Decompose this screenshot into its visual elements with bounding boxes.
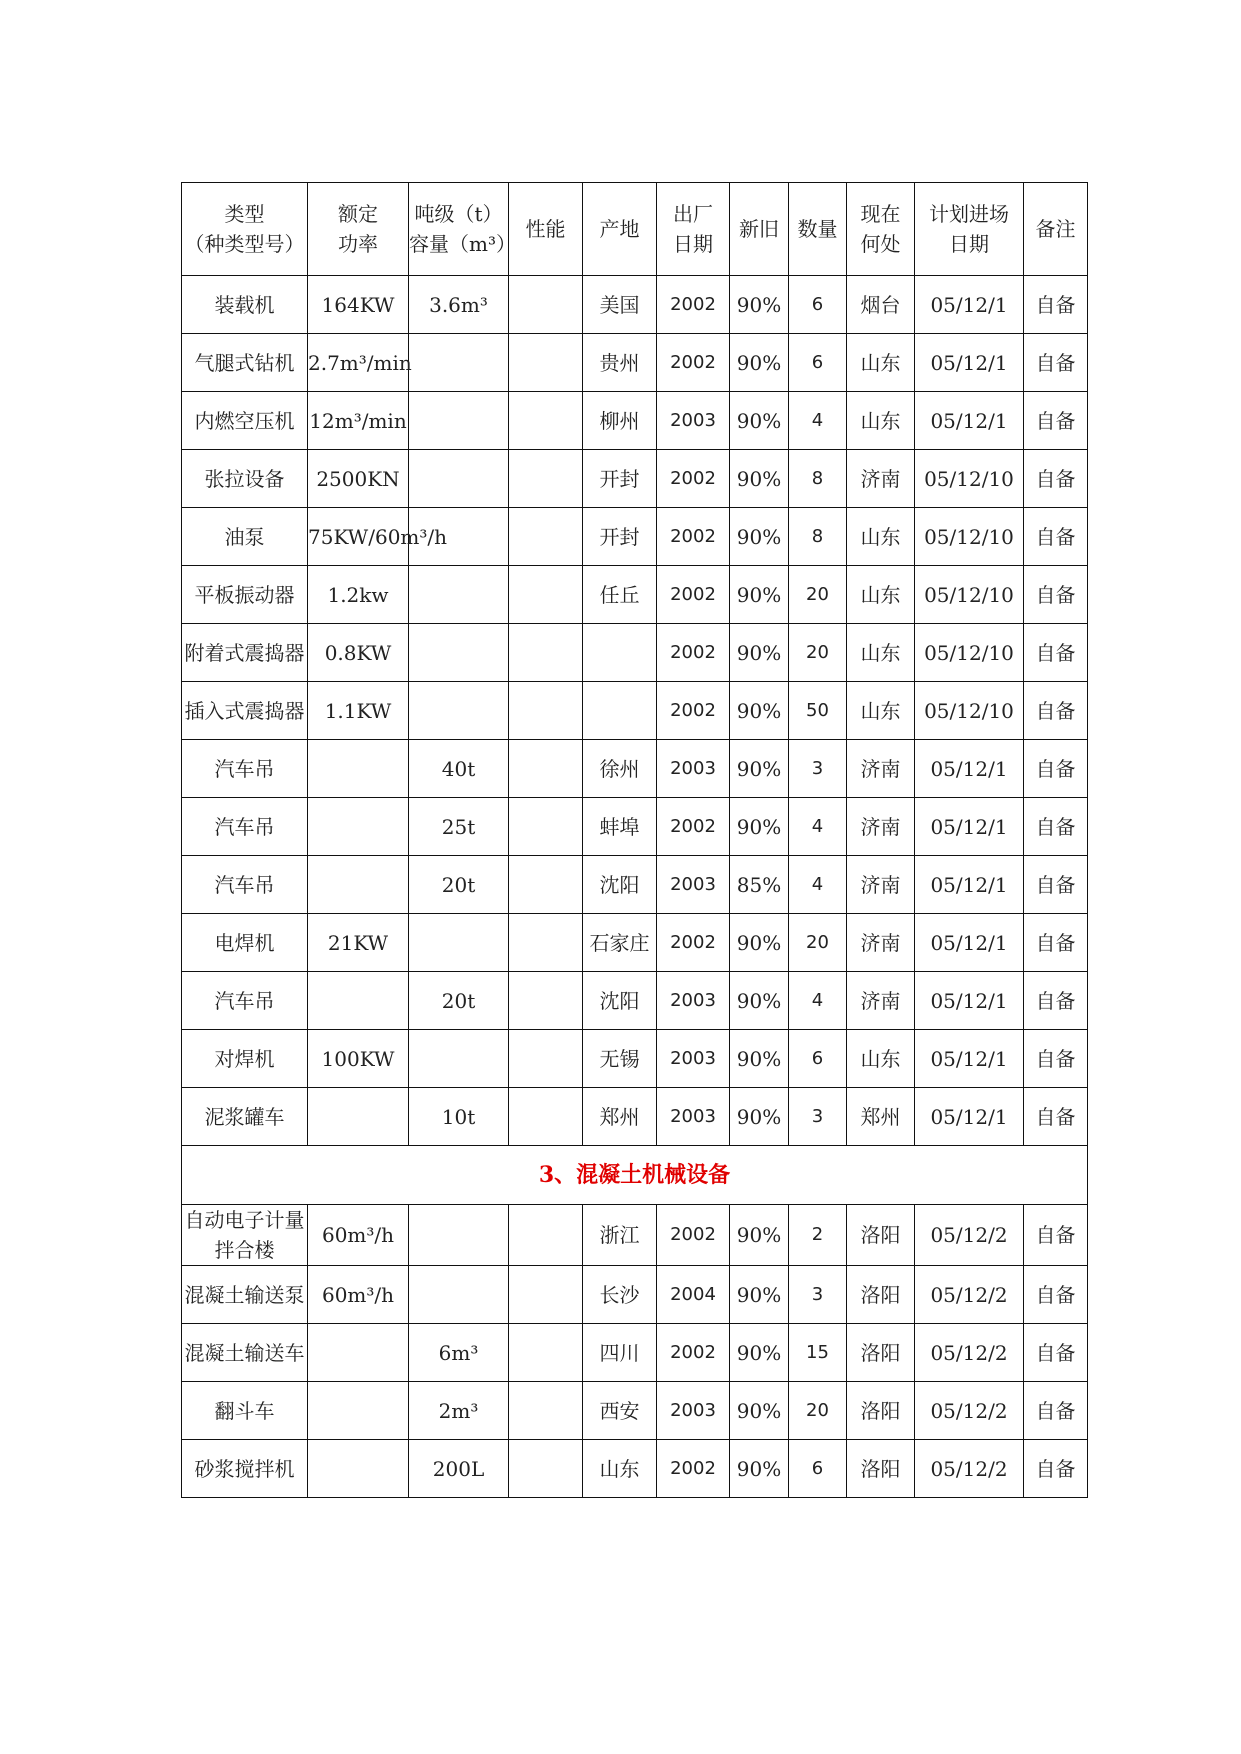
- header-remarks: [1024, 183, 1088, 276]
- cell-type: 对焊机: [182, 1030, 308, 1088]
- header-line: 数量: [797, 217, 838, 241]
- cell-manufacture-date: 2002: [657, 1440, 730, 1498]
- cell-rated-power: 21KW: [308, 914, 409, 972]
- equipment-table: [181, 182, 1088, 1498]
- cell-planned-entry-date: 05/12/1: [915, 914, 1024, 972]
- cell-planned-entry-date: 05/12/10: [915, 682, 1024, 740]
- cell-planned-entry-date: 05/12/1: [915, 1088, 1024, 1146]
- cell-remarks: 自备: [1024, 1205, 1088, 1266]
- cell-planned-entry-date: 05/12/1: [915, 740, 1024, 798]
- cell-current-location: 山东: [847, 1030, 915, 1088]
- cell-condition: 90%: [730, 1382, 789, 1440]
- cell-manufacture-date: 2003: [657, 856, 730, 914]
- cell-condition: 90%: [730, 508, 789, 566]
- cell-type: 汽车吊: [182, 740, 308, 798]
- cell-current-location: 济南: [847, 972, 915, 1030]
- cell-current-location: 洛阳: [847, 1324, 915, 1382]
- cell-current-location: 郑州: [847, 1088, 915, 1146]
- cell-performance: [509, 624, 583, 682]
- cell-type: 装载机: [182, 276, 308, 334]
- cell-performance: [509, 1440, 583, 1498]
- cell-performance: [509, 392, 583, 450]
- cell-condition: 90%: [730, 624, 789, 682]
- cell-tonnage-capacity: 20t: [409, 856, 509, 914]
- cell-remarks: 自备: [1024, 682, 1088, 740]
- header-line: 功率: [338, 232, 378, 256]
- cell-remarks: 自备: [1024, 566, 1088, 624]
- cell-origin: 任丘: [583, 566, 657, 624]
- cell-rated-power: 164KW: [308, 276, 409, 334]
- header-line: 新旧: [739, 217, 779, 241]
- cell-tonnage-capacity: [409, 334, 509, 392]
- cell-performance: [509, 682, 583, 740]
- cell-performance: [509, 508, 583, 566]
- cell-condition: 90%: [730, 392, 789, 450]
- cell-manufacture-date: 2002: [657, 1205, 730, 1266]
- cell-quantity: 6: [789, 334, 847, 392]
- cell-rated-power: 1.1KW: [308, 682, 409, 740]
- cell-condition: 90%: [730, 1440, 789, 1498]
- cell-origin: 开封: [583, 450, 657, 508]
- header-line: 额定: [338, 202, 378, 226]
- cell-origin: 石家庄: [583, 914, 657, 972]
- cell-condition: 90%: [730, 1030, 789, 1088]
- cell-type: 附着式震捣器: [182, 624, 308, 682]
- cell-origin: [583, 624, 657, 682]
- cell-performance: [509, 740, 583, 798]
- cell-tonnage-capacity: [409, 914, 509, 972]
- cell-rated-power: [308, 1382, 409, 1440]
- cell-performance: [509, 1382, 583, 1440]
- cell-quantity: 4: [789, 972, 847, 1030]
- cell-performance: [509, 914, 583, 972]
- cell-type: 汽车吊: [182, 856, 308, 914]
- table-row: [182, 914, 1088, 972]
- table-row: [182, 1382, 1088, 1440]
- cell-quantity: 8: [789, 450, 847, 508]
- cell-rated-power: 1.2kw: [308, 566, 409, 624]
- cell-planned-entry-date: 05/12/1: [915, 798, 1024, 856]
- cell-condition: 90%: [730, 334, 789, 392]
- cell-performance: [509, 972, 583, 1030]
- header-line: 备注: [1035, 217, 1076, 241]
- cell-condition: 90%: [730, 682, 789, 740]
- cell-type: 自动电子计量拌合楼: [182, 1205, 308, 1266]
- cell-current-location: 山东: [847, 624, 915, 682]
- cell-current-location: 山东: [847, 392, 915, 450]
- table-row: [182, 392, 1088, 450]
- table-row: [182, 1030, 1088, 1088]
- cell-manufacture-date: 2002: [657, 624, 730, 682]
- cell-condition: 90%: [730, 566, 789, 624]
- cell-tonnage-capacity: 3.6m³: [409, 276, 509, 334]
- cell-quantity: 20: [789, 624, 847, 682]
- cell-manufacture-date: 2002: [657, 1324, 730, 1382]
- cell-tonnage-capacity: [409, 1030, 509, 1088]
- cell-condition: 90%: [730, 972, 789, 1030]
- cell-tonnage-capacity: 10t: [409, 1088, 509, 1146]
- table-row: [182, 1324, 1088, 1382]
- cell-remarks: 自备: [1024, 1030, 1088, 1088]
- cell-origin: 沈阳: [583, 856, 657, 914]
- cell-type: 气腿式钻机: [182, 334, 308, 392]
- cell-planned-entry-date: 05/12/1: [915, 972, 1024, 1030]
- cell-quantity: 4: [789, 856, 847, 914]
- cell-manufacture-date: 2004: [657, 1266, 730, 1324]
- cell-remarks: 自备: [1024, 856, 1088, 914]
- cell-current-location: 山东: [847, 682, 915, 740]
- cell-quantity: 20: [789, 914, 847, 972]
- header-line: 何处: [860, 232, 901, 256]
- cell-manufacture-date: 2002: [657, 914, 730, 972]
- cell-manufacture-date: 2002: [657, 566, 730, 624]
- cell-current-location: 济南: [847, 740, 915, 798]
- header-line: 容量（m³）: [409, 232, 516, 256]
- cell-quantity: 4: [789, 798, 847, 856]
- header-condition: [730, 183, 789, 276]
- cell-type: 张拉设备: [182, 450, 308, 508]
- cell-planned-entry-date: 05/12/2: [915, 1205, 1024, 1266]
- cell-current-location: 济南: [847, 914, 915, 972]
- cell-current-location: 洛阳: [847, 1266, 915, 1324]
- cell-remarks: 自备: [1024, 740, 1088, 798]
- cell-quantity: 20: [789, 1382, 847, 1440]
- cell-rated-power: [308, 798, 409, 856]
- cell-rated-power: 2.7m³/min: [308, 334, 409, 392]
- cell-rated-power: [308, 972, 409, 1030]
- cell-rated-power: 2500KN: [308, 450, 409, 508]
- cell-tonnage-capacity: 20t: [409, 972, 509, 1030]
- cell-remarks: 自备: [1024, 1382, 1088, 1440]
- header-row: [182, 183, 1088, 276]
- cell-manufacture-date: 2002: [657, 276, 730, 334]
- cell-remarks: 自备: [1024, 392, 1088, 450]
- cell-type: 泥浆罐车: [182, 1088, 308, 1146]
- table-row: [182, 856, 1088, 914]
- cell-manufacture-date: 2003: [657, 1088, 730, 1146]
- cell-origin: 开封: [583, 508, 657, 566]
- cell-current-location: 山东: [847, 508, 915, 566]
- cell-remarks: 自备: [1024, 798, 1088, 856]
- cell-tonnage-capacity: [409, 392, 509, 450]
- cell-type: 汽车吊: [182, 798, 308, 856]
- cell-planned-entry-date: 05/12/10: [915, 624, 1024, 682]
- cell-manufacture-date: 2003: [657, 1030, 730, 1088]
- cell-origin: 长沙: [583, 1266, 657, 1324]
- cell-condition: 90%: [730, 450, 789, 508]
- cell-current-location: 济南: [847, 856, 915, 914]
- header-origin: [583, 183, 657, 276]
- cell-condition: 85%: [730, 856, 789, 914]
- cell-origin: 徐州: [583, 740, 657, 798]
- cell-planned-entry-date: 05/12/2: [915, 1440, 1024, 1498]
- cell-origin: 贵州: [583, 334, 657, 392]
- cell-performance: [509, 1266, 583, 1324]
- cell-manufacture-date: 2002: [657, 798, 730, 856]
- table-row: [182, 1266, 1088, 1324]
- cell-origin: 郑州: [583, 1088, 657, 1146]
- cell-performance: [509, 798, 583, 856]
- cell-quantity: 50: [789, 682, 847, 740]
- table-row: [182, 334, 1088, 392]
- cell-type: 汽车吊: [182, 972, 308, 1030]
- header-line: 日期: [673, 232, 713, 256]
- section-row: [182, 1146, 1088, 1205]
- cell-rated-power: 0.8KW: [308, 624, 409, 682]
- cell-planned-entry-date: 05/12/2: [915, 1324, 1024, 1382]
- cell-rated-power: 100KW: [308, 1030, 409, 1088]
- cell-current-location: 山东: [847, 334, 915, 392]
- header-line: 计划进场: [929, 202, 1009, 226]
- cell-remarks: 自备: [1024, 972, 1088, 1030]
- cell-tonnage-capacity: [409, 624, 509, 682]
- cell-remarks: 自备: [1024, 1088, 1088, 1146]
- cell-quantity: 8: [789, 508, 847, 566]
- cell-performance: [509, 1030, 583, 1088]
- cell-quantity: 3: [789, 1088, 847, 1146]
- cell-origin: [583, 682, 657, 740]
- cell-quantity: 3: [789, 1266, 847, 1324]
- header-quantity: [789, 183, 847, 276]
- table-row: [182, 566, 1088, 624]
- cell-planned-entry-date: 05/12/2: [915, 1382, 1024, 1440]
- cell-remarks: 自备: [1024, 334, 1088, 392]
- cell-current-location: 山东: [847, 566, 915, 624]
- cell-planned-entry-date: 05/12/1: [915, 334, 1024, 392]
- header-line: 日期: [949, 232, 989, 256]
- cell-performance: [509, 450, 583, 508]
- cell-remarks: 自备: [1024, 624, 1088, 682]
- cell-condition: 90%: [730, 1324, 789, 1382]
- table-row: [182, 972, 1088, 1030]
- cell-tonnage-capacity: [409, 1205, 509, 1266]
- table-row: [182, 450, 1088, 508]
- table-row: [182, 798, 1088, 856]
- table-row: [182, 1205, 1088, 1266]
- header-line: 性能: [525, 217, 566, 241]
- cell-rated-power: [308, 1324, 409, 1382]
- section-title: 3、混凝土机械设备: [182, 1146, 1088, 1205]
- cell-type: 油泵: [182, 508, 308, 566]
- cell-rated-power: 60m³/h: [308, 1266, 409, 1324]
- cell-current-location: 洛阳: [847, 1205, 915, 1266]
- table-row: [182, 682, 1088, 740]
- cell-performance: [509, 1205, 583, 1266]
- cell-quantity: 3: [789, 740, 847, 798]
- cell-tonnage-capacity: [409, 450, 509, 508]
- cell-performance: [509, 1088, 583, 1146]
- cell-planned-entry-date: 05/12/1: [915, 392, 1024, 450]
- cell-origin: 浙江: [583, 1205, 657, 1266]
- header-rated-power: [308, 183, 409, 276]
- table-row: [182, 1440, 1088, 1498]
- cell-rated-power: 75KW/60m³/h: [308, 508, 409, 566]
- cell-rated-power: [308, 740, 409, 798]
- cell-type: 混凝土输送车: [182, 1324, 308, 1382]
- header-line: （种类型号）: [184, 232, 305, 256]
- cell-planned-entry-date: 05/12/10: [915, 508, 1024, 566]
- cell-rated-power: [308, 1088, 409, 1146]
- cell-remarks: 自备: [1024, 450, 1088, 508]
- cell-condition: 90%: [730, 1266, 789, 1324]
- cell-performance: [509, 334, 583, 392]
- cell-performance: [509, 1324, 583, 1382]
- cell-manufacture-date: 2002: [657, 682, 730, 740]
- cell-condition: 90%: [730, 276, 789, 334]
- cell-planned-entry-date: 05/12/1: [915, 276, 1024, 334]
- header-current-location: [847, 183, 915, 276]
- table-row: [182, 1088, 1088, 1146]
- cell-manufacture-date: 2003: [657, 392, 730, 450]
- cell-type: 电焊机: [182, 914, 308, 972]
- cell-remarks: 自备: [1024, 276, 1088, 334]
- cell-condition: 90%: [730, 1205, 789, 1266]
- cell-rated-power: [308, 856, 409, 914]
- cell-type: 砂浆搅拌机: [182, 1440, 308, 1498]
- cell-quantity: 15: [789, 1324, 847, 1382]
- cell-remarks: 自备: [1024, 1324, 1088, 1382]
- cell-manufacture-date: 2002: [657, 508, 730, 566]
- header-tonnage-capacity: [409, 183, 516, 276]
- header-line: 现在: [860, 202, 901, 226]
- cell-manufacture-date: 2003: [657, 1382, 730, 1440]
- cell-current-location: 洛阳: [847, 1382, 915, 1440]
- cell-remarks: 自备: [1024, 1440, 1088, 1498]
- cell-type: 翻斗车: [182, 1382, 308, 1440]
- header-planned-entry-date: [915, 183, 1024, 276]
- cell-quantity: 2: [789, 1205, 847, 1266]
- header-line: 产地: [599, 217, 640, 241]
- cell-condition: 90%: [730, 1088, 789, 1146]
- cell-manufacture-date: 2003: [657, 740, 730, 798]
- cell-origin: 四川: [583, 1324, 657, 1382]
- cell-tonnage-capacity: 2m³: [409, 1382, 509, 1440]
- cell-planned-entry-date: 05/12/1: [915, 1030, 1024, 1088]
- table-body: [182, 276, 1088, 1498]
- cell-type: 平板振动器: [182, 566, 308, 624]
- cell-origin: 柳州: [583, 392, 657, 450]
- cell-current-location: 济南: [847, 450, 915, 508]
- table-row: [182, 624, 1088, 682]
- header-line: 吨级（t）: [414, 202, 503, 226]
- cell-rated-power: 12m³/min: [308, 392, 409, 450]
- cell-quantity: 6: [789, 1440, 847, 1498]
- cell-tonnage-capacity: 6m³: [409, 1324, 509, 1382]
- cell-manufacture-date: 2002: [657, 334, 730, 392]
- cell-current-location: 洛阳: [847, 1440, 915, 1498]
- cell-manufacture-date: 2002: [657, 450, 730, 508]
- header-line: 出厂: [673, 202, 713, 226]
- header-manufacture-date: [657, 183, 730, 276]
- table-row: [182, 740, 1088, 798]
- cell-type: 内燃空压机: [182, 392, 308, 450]
- header-line: 类型: [224, 202, 265, 226]
- cell-origin: 蚌埠: [583, 798, 657, 856]
- table-row: [182, 508, 1088, 566]
- cell-origin: 山东: [583, 1440, 657, 1498]
- cell-quantity: 4: [789, 392, 847, 450]
- cell-remarks: 自备: [1024, 914, 1088, 972]
- header-performance: [509, 183, 583, 276]
- cell-condition: 90%: [730, 914, 789, 972]
- cell-type: 混凝土输送泵: [182, 1266, 308, 1324]
- cell-remarks: 自备: [1024, 508, 1088, 566]
- cell-origin: 沈阳: [583, 972, 657, 1030]
- cell-performance: [509, 566, 583, 624]
- cell-planned-entry-date: 05/12/10: [915, 450, 1024, 508]
- cell-origin: 无锡: [583, 1030, 657, 1088]
- cell-tonnage-capacity: 25t: [409, 798, 509, 856]
- cell-planned-entry-date: 05/12/2: [915, 1266, 1024, 1324]
- cell-origin: 美国: [583, 276, 657, 334]
- cell-planned-entry-date: 05/12/10: [915, 566, 1024, 624]
- cell-planned-entry-date: 05/12/1: [915, 856, 1024, 914]
- header-type: [182, 183, 308, 276]
- cell-rated-power: [308, 1440, 409, 1498]
- cell-quantity: 20: [789, 566, 847, 624]
- cell-performance: [509, 276, 583, 334]
- cell-condition: 90%: [730, 740, 789, 798]
- cell-current-location: 烟台: [847, 276, 915, 334]
- cell-quantity: 6: [789, 276, 847, 334]
- cell-rated-power: 60m³/h: [308, 1205, 409, 1266]
- cell-tonnage-capacity: 40t: [409, 740, 509, 798]
- cell-tonnage-capacity: [409, 566, 509, 624]
- cell-tonnage-capacity: 200L: [409, 1440, 509, 1498]
- cell-origin: 西安: [583, 1382, 657, 1440]
- cell-manufacture-date: 2003: [657, 972, 730, 1030]
- cell-tonnage-capacity: [409, 682, 509, 740]
- cell-performance: [509, 856, 583, 914]
- cell-type: 插入式震捣器: [182, 682, 308, 740]
- cell-condition: 90%: [730, 798, 789, 856]
- cell-current-location: 济南: [847, 798, 915, 856]
- table-row: [182, 276, 1088, 334]
- cell-tonnage-capacity: [409, 1266, 509, 1324]
- cell-quantity: 6: [789, 1030, 847, 1088]
- cell-remarks: 自备: [1024, 1266, 1088, 1324]
